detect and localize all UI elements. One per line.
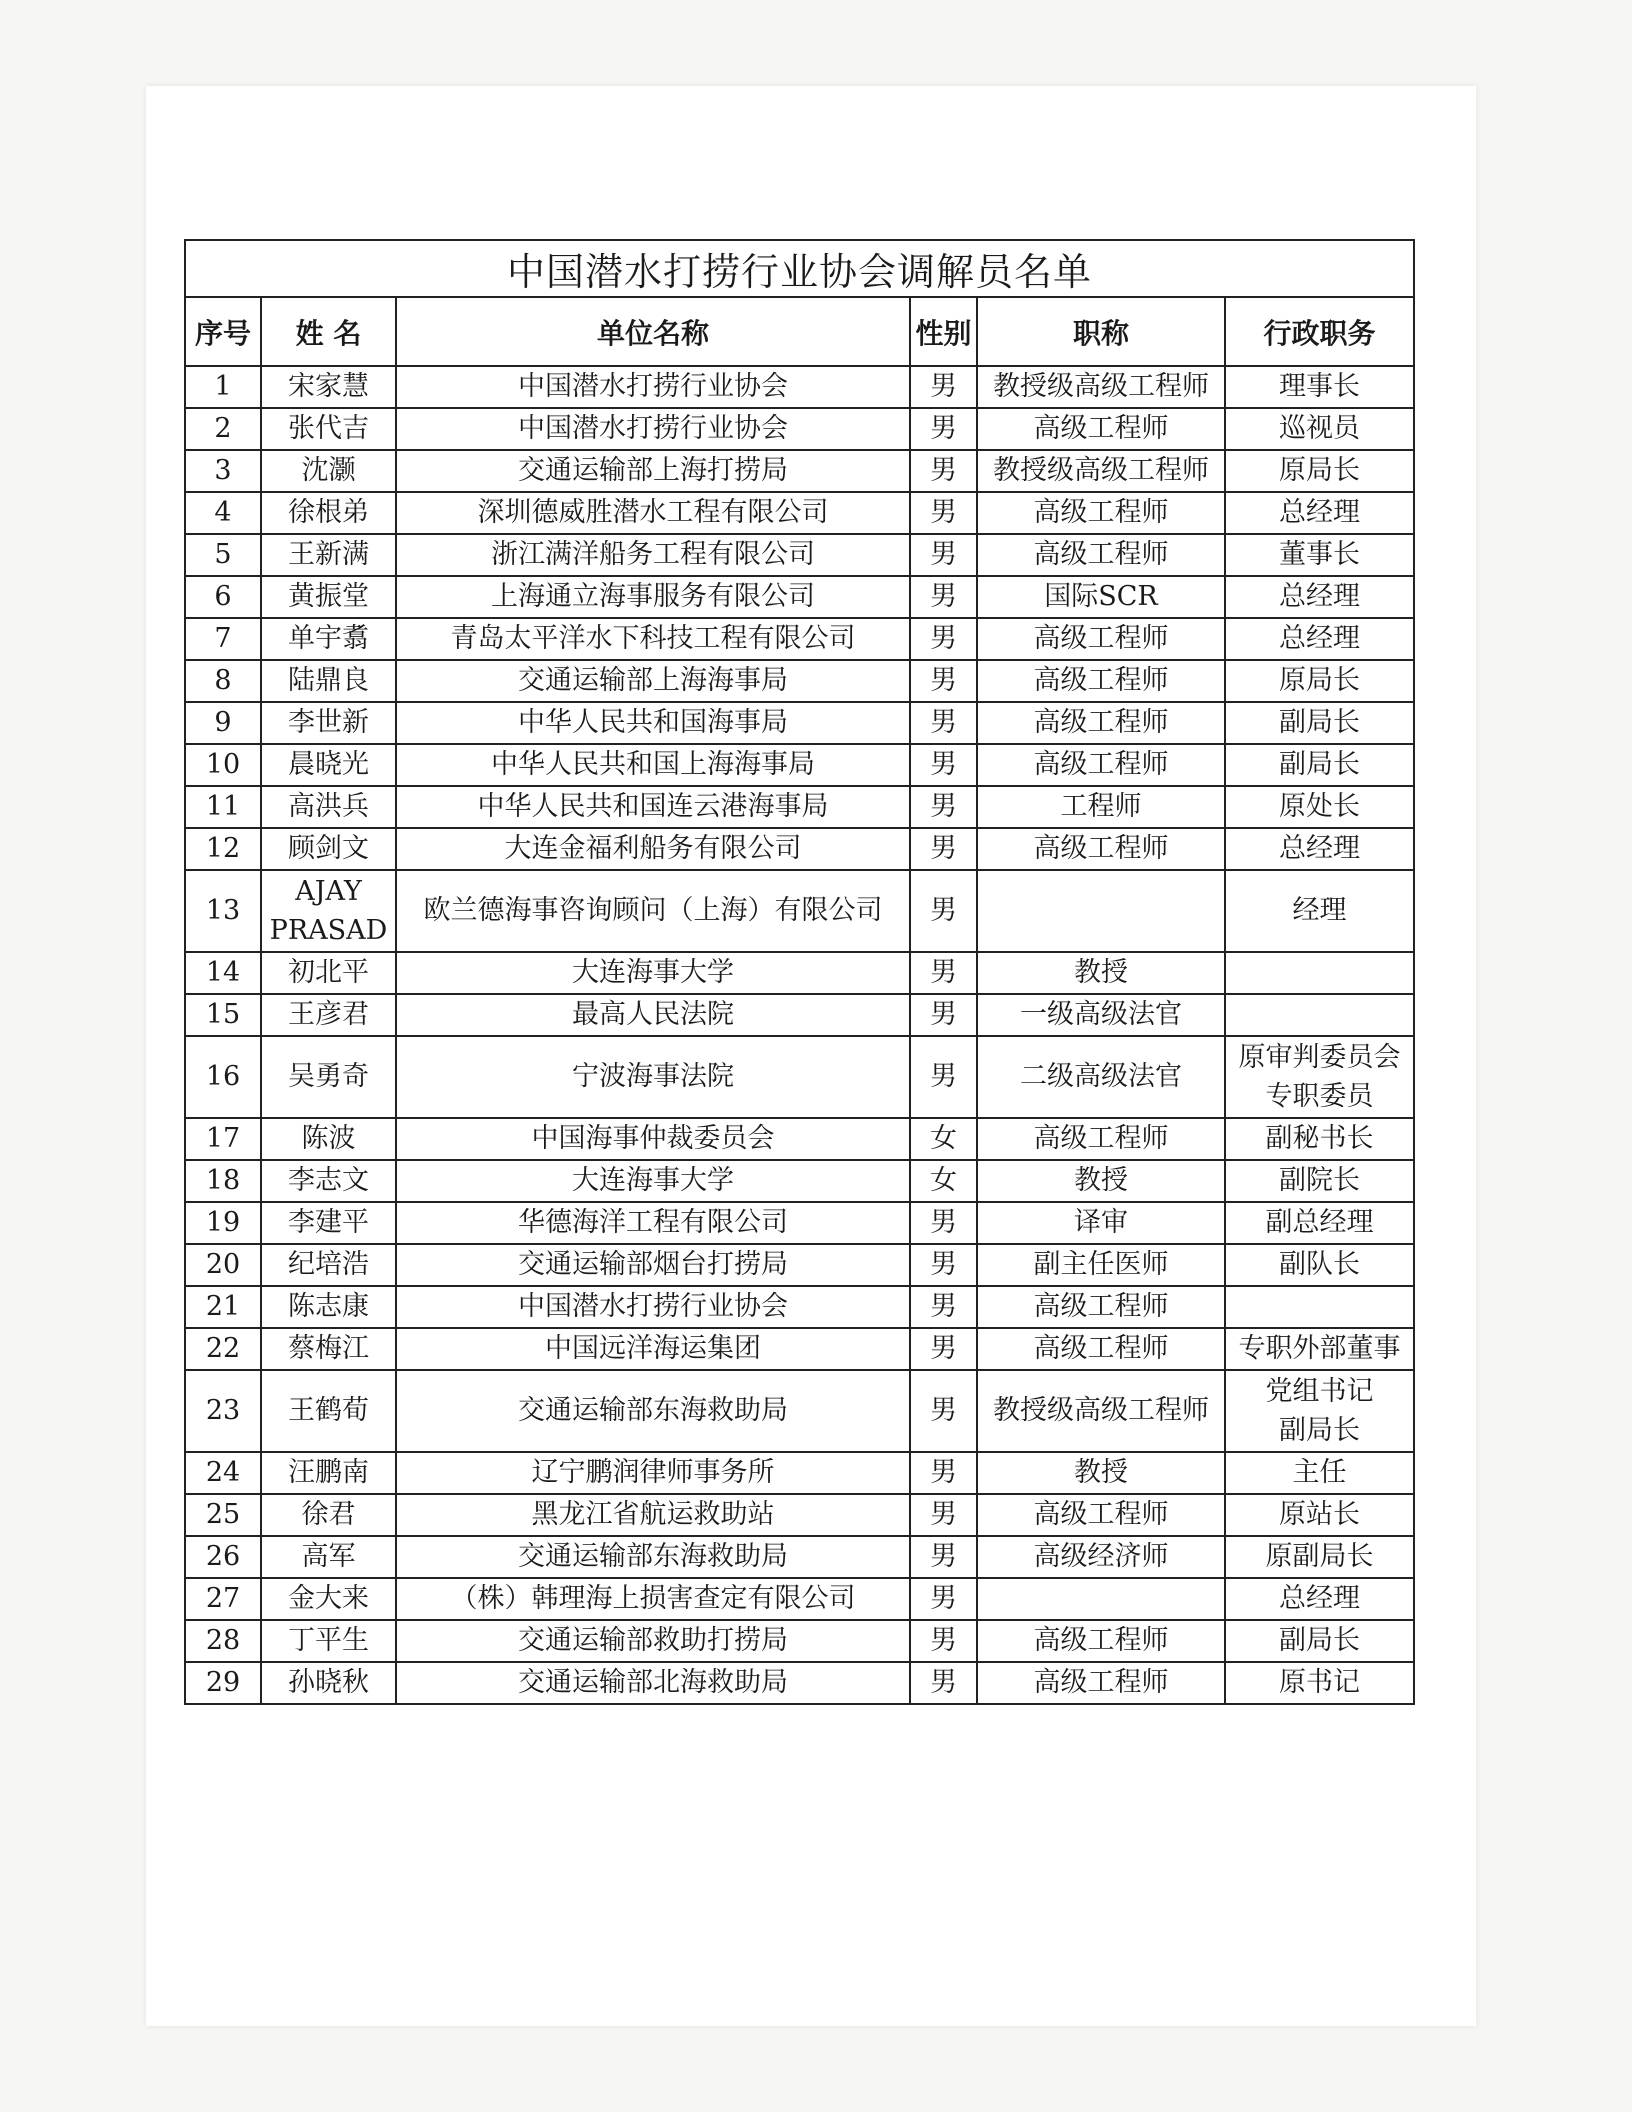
cell-gender: 男 [910,618,977,660]
cell-gender: 男 [910,828,977,870]
cell-unit: 上海通立海事服务有限公司 [396,576,910,618]
cell-name: 李世新 [261,702,396,744]
table-row [185,870,1414,952]
cell-seq: 6 [185,576,261,618]
cell-unit: 欧兰德海事咨询顾问（上海）有限公司 [396,870,910,952]
cell-name: 王彦君 [261,994,396,1036]
cell-name: 高洪兵 [261,786,396,828]
cell-rank: 高级工程师 [977,702,1225,744]
cell-rank: 二级高级法官 [977,1036,1225,1118]
cell-unit: 交通运输部东海救助局 [396,1370,910,1452]
cell-unit: 最高人民法院 [396,994,910,1036]
cell-seq: 13 [185,870,261,952]
table-row [185,828,1414,870]
cell-gender: 男 [910,534,977,576]
cell-name: 李建平 [261,1202,396,1244]
table-row [185,1244,1414,1286]
cell-seq: 21 [185,1286,261,1328]
cell-gender: 男 [910,408,977,450]
cell-gender: 男 [910,1244,977,1286]
cell-gender: 男 [910,1286,977,1328]
cell-seq: 20 [185,1244,261,1286]
cell-name: 纪培浩 [261,1244,396,1286]
cell-post [1225,1286,1414,1328]
cell-name: 吴勇奇 [261,1036,396,1118]
cell-gender: 男 [910,744,977,786]
mediator-roster-table [184,239,1415,1705]
cell-unit: 辽宁鹏润律师事务所 [396,1452,910,1494]
cell-unit: 大连海事大学 [396,952,910,994]
cell-name: 蔡梅江 [261,1328,396,1370]
cell-post [1225,1036,1414,1118]
cell-gender: 男 [910,1536,977,1578]
cell-name: 汪鹏南 [261,1452,396,1494]
cell-post [1225,952,1414,994]
table-row [185,952,1414,994]
cell-rank: 教授 [977,1160,1225,1202]
table-row [185,1662,1414,1704]
cell-gender: 男 [910,450,977,492]
cell-post: 原局长 [1225,450,1414,492]
cell-post: 原站长 [1225,1494,1414,1536]
table-row [185,1328,1414,1370]
cell-rank: 高级经济师 [977,1536,1225,1578]
cell-unit: 中华人民共和国海事局 [396,702,910,744]
cell-name: 单宇翥 [261,618,396,660]
cell-gender: 男 [910,994,977,1036]
header-name: 姓 名 [261,297,396,366]
cell-post: 副局长 [1225,1620,1414,1662]
cell-seq: 19 [185,1202,261,1244]
table-row [185,534,1414,576]
cell-unit: 交通运输部上海打捞局 [396,450,910,492]
table-row [185,366,1414,408]
cell-rank: 译审 [977,1202,1225,1244]
cell-rank: 高级工程师 [977,828,1225,870]
cell-seq: 4 [185,492,261,534]
cell-post: 经理 [1225,870,1414,952]
cell-post: 原书记 [1225,1662,1414,1704]
cell-name: 顾剑文 [261,828,396,870]
cell-gender: 男 [910,1578,977,1620]
cell-seq: 22 [185,1328,261,1370]
table-row [185,660,1414,702]
cell-post-line: 党组书记 [1265,1376,1374,1407]
cell-post: 原副局长 [1225,1536,1414,1578]
cell-name [261,870,396,952]
cell-name: 张代吉 [261,408,396,450]
cell-unit: 浙江满洋船务工程有限公司 [396,534,910,576]
cell-seq: 17 [185,1118,261,1160]
cell-seq: 27 [185,1578,261,1620]
cell-post: 总经理 [1225,492,1414,534]
cell-rank: 高级工程师 [977,1494,1225,1536]
cell-post: 专职外部董事 [1225,1328,1414,1370]
cell-unit: 青岛太平洋水下科技工程有限公司 [396,618,910,660]
cell-gender: 男 [910,576,977,618]
table-row [185,744,1414,786]
table-row [185,576,1414,618]
cell-rank: 高级工程师 [977,492,1225,534]
cell-gender: 女 [910,1118,977,1160]
cell-seq: 29 [185,1662,261,1704]
cell-post: 总经理 [1225,576,1414,618]
cell-rank: 副主任医师 [977,1244,1225,1286]
cell-unit: 交通运输部北海救助局 [396,1662,910,1704]
cell-unit: 华德海洋工程有限公司 [396,1202,910,1244]
cell-post: 副队长 [1225,1244,1414,1286]
cell-seq: 2 [185,408,261,450]
cell-gender: 男 [910,1036,977,1118]
table-row [185,1202,1414,1244]
cell-rank: 高级工程师 [977,1118,1225,1160]
cell-rank: 高级工程师 [977,660,1225,702]
table-row [185,1160,1414,1202]
cell-name: 王鹤荀 [261,1370,396,1452]
cell-seq: 10 [185,744,261,786]
table-row [185,618,1414,660]
cell-unit: 大连海事大学 [396,1160,910,1202]
cell-post [1225,994,1414,1036]
cell-gender: 男 [910,492,977,534]
cell-unit: 中国潜水打捞行业协会 [396,366,910,408]
cell-unit: 中国潜水打捞行业协会 [396,408,910,450]
header-unit: 单位名称 [396,297,910,366]
cell-seq: 1 [185,366,261,408]
cell-rank: 教授级高级工程师 [977,1370,1225,1452]
header-gender: 性别 [910,297,977,366]
cell-rank: 高级工程师 [977,1662,1225,1704]
cell-rank: 教授级高级工程师 [977,450,1225,492]
cell-rank: 教授级高级工程师 [977,366,1225,408]
cell-unit: 中华人民共和国上海海事局 [396,744,910,786]
cell-gender: 男 [910,786,977,828]
table-row [185,1578,1414,1620]
cell-post: 理事长 [1225,366,1414,408]
cell-seq: 14 [185,952,261,994]
cell-name: 沈灏 [261,450,396,492]
cell-seq: 28 [185,1620,261,1662]
cell-unit: （株）韩理海上损害查定有限公司 [396,1578,910,1620]
cell-unit: 大连金福利船务有限公司 [396,828,910,870]
cell-seq: 15 [185,994,261,1036]
cell-unit: 中华人民共和国连云港海事局 [396,786,910,828]
header-seq: 序号 [185,297,261,366]
cell-post: 主任 [1225,1452,1414,1494]
cell-seq: 9 [185,702,261,744]
cell-seq: 5 [185,534,261,576]
cell-name: 宋家慧 [261,366,396,408]
table-row [185,450,1414,492]
cell-name: 陈波 [261,1118,396,1160]
cell-gender: 男 [910,702,977,744]
cell-post: 总经理 [1225,1578,1414,1620]
table-row [185,1452,1414,1494]
cell-gender: 男 [910,1494,977,1536]
table-row [185,1286,1414,1328]
cell-rank: 高级工程师 [977,1620,1225,1662]
cell-post: 巡视员 [1225,408,1414,450]
table-row [185,994,1414,1036]
cell-name: 黄振堂 [261,576,396,618]
cell-rank: 高级工程师 [977,408,1225,450]
cell-rank: 高级工程师 [977,534,1225,576]
cell-seq: 26 [185,1536,261,1578]
cell-unit: 中国潜水打捞行业协会 [396,1286,910,1328]
cell-seq: 24 [185,1452,261,1494]
cell-post-line: 原审判委员会 [1238,1042,1401,1073]
cell-unit: 黑龙江省航运救助站 [396,1494,910,1536]
cell-name: 丁平生 [261,1620,396,1662]
header-post: 行政职务 [1225,297,1414,366]
cell-name: 初北平 [261,952,396,994]
cell-post: 原处长 [1225,786,1414,828]
cell-post: 副秘书长 [1225,1118,1414,1160]
cell-seq: 23 [185,1370,261,1452]
cell-name: 陆鼎良 [261,660,396,702]
cell-gender: 男 [910,366,977,408]
cell-seq: 8 [185,660,261,702]
cell-seq: 16 [185,1036,261,1118]
cell-rank: 工程师 [977,786,1225,828]
cell-post: 副总经理 [1225,1202,1414,1244]
cell-name: 李志文 [261,1160,396,1202]
cell-rank: 教授 [977,952,1225,994]
cell-post: 副局长 [1225,702,1414,744]
cell-rank: 高级工程师 [977,1286,1225,1328]
table-row [185,702,1414,744]
table-title: 中国潜水打捞行业协会调解员名单 [185,240,1414,297]
cell-unit: 交通运输部烟台打捞局 [396,1244,910,1286]
cell-gender: 男 [910,952,977,994]
table-row [185,1494,1414,1536]
cell-unit: 交通运输部救助打捞局 [396,1620,910,1662]
cell-post: 董事长 [1225,534,1414,576]
cell-gender: 男 [910,1662,977,1704]
cell-post-line: 副局长 [1279,1415,1360,1446]
table-row [185,1370,1414,1452]
cell-gender: 男 [910,660,977,702]
cell-gender: 女 [910,1160,977,1202]
cell-post: 副局长 [1225,744,1414,786]
cell-seq: 3 [185,450,261,492]
cell-name: 高军 [261,1536,396,1578]
cell-unit: 深圳德威胜潜水工程有限公司 [396,492,910,534]
cell-seq: 25 [185,1494,261,1536]
cell-gender: 男 [910,1452,977,1494]
table-row [185,492,1414,534]
cell-rank: 教授 [977,1452,1225,1494]
table-row [185,1536,1414,1578]
header-rank: 职称 [977,297,1225,366]
cell-post: 副院长 [1225,1160,1414,1202]
cell-name: 徐根弟 [261,492,396,534]
cell-rank: 国际SCR [977,576,1225,618]
cell-name: 徐君 [261,1494,396,1536]
cell-name: 晨晓光 [261,744,396,786]
cell-seq: 18 [185,1160,261,1202]
cell-rank: 高级工程师 [977,744,1225,786]
cell-name: 金大来 [261,1578,396,1620]
cell-gender: 男 [910,1328,977,1370]
cell-name: 孙晓秋 [261,1662,396,1704]
cell-name: 陈志康 [261,1286,396,1328]
cell-seq: 7 [185,618,261,660]
cell-rank: 高级工程师 [977,618,1225,660]
cell-unit: 宁波海事法院 [396,1036,910,1118]
cell-gender: 男 [910,1370,977,1452]
cell-unit: 中国远洋海运集团 [396,1328,910,1370]
cell-name-line: PRASAD [269,915,388,946]
cell-seq: 12 [185,828,261,870]
cell-rank: 高级工程师 [977,1328,1225,1370]
cell-unit: 交通运输部东海救助局 [396,1536,910,1578]
table-row [185,1620,1414,1662]
cell-post: 总经理 [1225,618,1414,660]
cell-name: 王新满 [261,534,396,576]
cell-unit: 交通运输部上海海事局 [396,660,910,702]
table-row [185,408,1414,450]
cell-gender: 男 [910,1620,977,1662]
cell-name-line: AJAY [295,876,362,907]
cell-post: 总经理 [1225,828,1414,870]
table-row [185,1118,1414,1160]
cell-post [1225,1370,1414,1452]
cell-gender: 男 [910,870,977,952]
table-row [185,786,1414,828]
roster-body [185,366,1414,1704]
cell-gender: 男 [910,1202,977,1244]
table-row [185,1036,1414,1118]
cell-rank [977,870,1225,952]
cell-unit: 中国海事仲裁委员会 [396,1118,910,1160]
cell-rank: 一级高级法官 [977,994,1225,1036]
cell-rank [977,1578,1225,1620]
cell-post: 原局长 [1225,660,1414,702]
cell-post-line: 专职委员 [1265,1081,1374,1112]
cell-seq: 11 [185,786,261,828]
